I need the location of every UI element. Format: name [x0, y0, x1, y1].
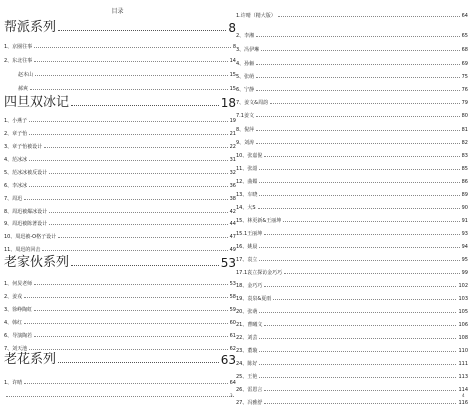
toc-label: 郝爽 — [18, 86, 29, 92]
toc-label: 19、袁泉&夏雨 — [236, 296, 272, 302]
toc-entry[interactable] — [4, 70, 236, 78]
toc-label: 9、周迅被陈著设计 — [4, 221, 48, 227]
toc-label: 11、张韶 — [236, 166, 258, 172]
toc-label: 5、范冰冰被反设计 — [4, 170, 48, 176]
dot-leader — [29, 160, 227, 161]
toc-label: 17.1袁立探访金巧巧 — [236, 270, 283, 276]
toc-entry[interactable] — [4, 292, 236, 300]
toc-label: 1、何炅老师 — [4, 281, 33, 287]
dot-leader — [259, 364, 456, 365]
dot-leader — [258, 208, 460, 209]
toc-page-number: 47 — [229, 234, 236, 240]
toc-label: 3、冯伊琳 — [236, 47, 260, 53]
dot-leader — [264, 390, 456, 391]
toc-entry[interactable] — [236, 31, 468, 39]
toc-entry[interactable] — [236, 242, 468, 250]
toc-label: 1、小燕子 — [4, 118, 28, 124]
toc-entry[interactable] — [4, 42, 236, 50]
toc-entry[interactable] — [4, 155, 236, 163]
dot-leader — [24, 199, 227, 200]
toc-page-number: 65 — [461, 33, 468, 39]
dot-leader — [71, 105, 219, 106]
dot-leader — [259, 312, 456, 313]
toc-page-number: 42 — [229, 209, 236, 215]
dot-leader — [44, 147, 227, 148]
dot-leader — [49, 173, 227, 174]
toc-label: 11、周迅的回击 — [4, 247, 41, 253]
toc-label: 16、姚晨 — [236, 244, 258, 250]
dot-leader — [34, 47, 231, 48]
toc-entry[interactable] — [4, 391, 236, 399]
toc-entry[interactable] — [236, 307, 468, 315]
toc-page-number: 108 — [458, 335, 468, 341]
toc-entry[interactable] — [236, 72, 468, 80]
toc-label: 6、李冰冰 — [4, 183, 28, 189]
toc-label: 3、章子怡被设计 — [4, 144, 43, 150]
toc-page-number: 111 — [458, 361, 468, 367]
toc-page-number: 69 — [461, 61, 468, 67]
dot-leader — [42, 250, 227, 251]
toc-page-number: 68 — [461, 47, 468, 53]
toc-page-number: 86 — [461, 179, 468, 185]
toc-label: 8、倪萍 — [236, 127, 255, 133]
toc-page-number: 95 — [461, 257, 468, 263]
toc-entry[interactable] — [236, 45, 468, 53]
dot-leader — [35, 75, 228, 76]
dot-leader — [261, 50, 459, 51]
dot-leader — [256, 77, 459, 78]
toc-page-number: 63 — [220, 353, 236, 367]
toc-entry[interactable] — [236, 268, 468, 276]
toc-entry[interactable] — [4, 142, 236, 150]
toc-label: 12、曲媚 — [236, 179, 258, 185]
toc-page-number: 116 — [458, 400, 468, 406]
toc-page-number: 8 — [228, 21, 236, 35]
dot-leader — [256, 143, 459, 144]
dot-leader — [24, 323, 227, 324]
toc-label: 3、徐峥陶虹 — [4, 307, 33, 313]
toc-page-number: 93 — [461, 231, 468, 237]
dot-leader — [273, 299, 456, 300]
dot-leader — [256, 90, 459, 91]
dot-leader — [24, 383, 227, 384]
toc-label: 老家伙系列 — [4, 255, 70, 270]
toc-label: 24、陈好 — [236, 361, 258, 367]
dot-leader — [49, 212, 227, 213]
toc-page-number: 76 — [461, 87, 468, 93]
dot-leader — [256, 36, 459, 37]
dot-leader — [259, 260, 459, 261]
dot-leader — [71, 265, 219, 266]
toc-page-number: 62 — [229, 346, 236, 352]
toc-entry[interactable] — [4, 116, 236, 124]
dot-leader — [264, 325, 456, 326]
dot-leader — [49, 224, 227, 225]
toc-label: 7.1姜文 — [236, 113, 254, 119]
dot-leader — [58, 237, 228, 238]
toc-label: 27、冯雅舒 — [236, 400, 263, 406]
toc-label: 2、姜戎 — [4, 294, 23, 300]
toc-label: 26、雷恩言 — [236, 387, 263, 393]
toc-entry[interactable] — [236, 398, 468, 406]
toc-page-number: 64 — [461, 13, 468, 19]
toc-label: 14、大S — [236, 205, 256, 211]
toc-label: 23、董璇 — [236, 348, 258, 354]
dot-leader — [259, 377, 456, 378]
toc-page-number: 75 — [461, 74, 468, 80]
toc-page-number: 113 — [458, 374, 468, 380]
toc-page-number: 102 — [458, 283, 468, 289]
toc-entry[interactable] — [236, 164, 468, 172]
toc-heading[interactable] — [4, 351, 236, 367]
toc-entry[interactable] — [4, 331, 236, 339]
toc-heading[interactable] — [236, 11, 468, 19]
toc-entry[interactable] — [4, 181, 236, 189]
toc-heading[interactable] — [4, 19, 236, 35]
toc-page-number: 79 — [461, 100, 468, 106]
toc-page-number: 94 — [461, 244, 468, 250]
toc-label: 4、范冰冰 — [4, 157, 28, 163]
toc-page-number: 59 — [229, 307, 236, 313]
dot-leader — [284, 273, 459, 274]
toc-page-number: 44 — [229, 221, 236, 227]
toc-page-number: 80 — [461, 113, 468, 119]
toc-entry[interactable] — [236, 229, 468, 237]
dot-leader — [30, 89, 228, 90]
toc-entry[interactable] — [236, 138, 468, 146]
toc-entry[interactable] — [236, 85, 468, 93]
toc-label: 四旦双冰记 — [4, 95, 70, 110]
toc-entry[interactable] — [4, 378, 236, 386]
toc-entry[interactable] — [4, 232, 236, 240]
toc-page-number: 85 — [461, 166, 468, 172]
dot-leader — [259, 351, 456, 352]
page-title: 目录 — [111, 8, 124, 15]
toc-entry[interactable] — [4, 194, 236, 202]
toc-page-number: 53 — [229, 281, 236, 287]
dot-leader — [58, 30, 226, 31]
toc-entry[interactable] — [4, 305, 236, 313]
toc-label: 22、刘芸 — [236, 335, 258, 341]
toc-label: 6、宁静 — [236, 87, 255, 93]
toc-page-number: 106 — [458, 322, 468, 328]
toc-page-number: 89 — [461, 192, 468, 198]
toc-label: 9、刘涛 — [236, 140, 255, 146]
dot-leader — [24, 297, 227, 298]
toc-label: 4、孙俪 — [236, 61, 255, 67]
dot-leader — [256, 64, 459, 65]
toc-label: 赵本山 — [18, 72, 34, 78]
toc-label: 6、导演陶若 — [4, 333, 33, 339]
dot-leader — [256, 130, 459, 131]
toc-label: 2、东北往事 — [4, 58, 33, 64]
toc-page-number: 90 — [461, 205, 468, 211]
page-number-right: 4 — [462, 393, 465, 398]
toc-entry[interactable] — [4, 84, 236, 92]
toc-entry[interactable] — [236, 111, 468, 119]
toc-page-number: 15 — [229, 86, 236, 92]
toc-entry[interactable] — [236, 177, 468, 185]
toc-page-number: 38 — [229, 196, 236, 202]
dot-leader — [264, 403, 456, 404]
toc-label: 1、许晴 — [4, 380, 23, 386]
dot-leader — [259, 195, 459, 196]
toc-page-number: 19 — [229, 118, 236, 124]
toc-label: 7、姜文&周韵 — [236, 100, 269, 106]
toc-entry[interactable] — [4, 279, 236, 287]
toc-label: 25、王艳 — [236, 374, 258, 380]
dot-leader — [259, 182, 459, 183]
toc-label: 10、周迅被-O格子设计 — [4, 234, 57, 240]
dot-leader — [29, 134, 227, 135]
dot-leader — [34, 284, 227, 285]
dot-leader — [264, 156, 459, 157]
dot-leader — [270, 103, 460, 104]
toc-page-number: 8 — [232, 44, 236, 50]
toc-label: 4、韩红 — [4, 320, 23, 326]
dot-leader — [259, 338, 456, 339]
dot-leader — [34, 336, 227, 337]
toc-entry[interactable] — [236, 125, 468, 133]
toc-label: 5、张萌 — [236, 74, 255, 80]
toc-label: 21、曹曦文 — [236, 322, 263, 328]
toc-label: 20、张萌 — [236, 309, 258, 315]
dot-leader — [264, 234, 459, 235]
toc-page-number: 81 — [461, 127, 468, 133]
toc-entry[interactable] — [236, 255, 468, 263]
toc-entry[interactable] — [236, 385, 468, 393]
toc-entry[interactable] — [4, 168, 236, 176]
toc-entry[interactable] — [236, 333, 468, 341]
toc-page-number: 21 — [229, 131, 236, 137]
toc-entry[interactable] — [4, 129, 236, 137]
toc-label: 8、周迅被爆冰设计 — [4, 209, 48, 215]
toc-label: 15、林更新&王丽坤 — [236, 218, 282, 224]
toc-label: 18、金巧巧 — [236, 283, 263, 289]
toc-entry[interactable] — [236, 151, 468, 159]
toc-page-number: 99 — [461, 270, 468, 276]
dot-leader — [278, 16, 460, 17]
toc-entry[interactable] — [236, 346, 468, 354]
toc-page-number: 32 — [229, 170, 236, 176]
toc-entry[interactable] — [4, 56, 236, 64]
toc-heading[interactable] — [4, 254, 236, 270]
toc-page-number: 36 — [229, 183, 236, 189]
toc-page-number: 15 — [229, 72, 236, 78]
toc-right-column — [236, 0, 468, 406]
dot-leader — [264, 286, 456, 287]
toc-page-number: 83 — [461, 153, 468, 159]
toc-label: 2、章子怡 — [4, 131, 28, 137]
toc-entry[interactable] — [4, 245, 236, 253]
toc-entry[interactable] — [236, 372, 468, 380]
toc-entry[interactable] — [236, 216, 468, 224]
toc-left-column — [4, 0, 236, 400]
toc-page-number: 60 — [229, 320, 236, 326]
toc-page-number: 49 — [229, 247, 236, 253]
toc-page-number: 82 — [461, 140, 468, 146]
toc-label: 帮派系列 — [4, 20, 57, 35]
toc-label: 13、车晓 — [236, 192, 258, 198]
toc-page-number: 110 — [458, 348, 468, 354]
toc-page-number: 61 — [229, 333, 236, 339]
dot-leader — [256, 116, 460, 117]
toc-page-number: 53 — [220, 256, 236, 270]
toc-entry[interactable] — [236, 190, 468, 198]
toc-label: 7、刘天池 — [4, 346, 28, 352]
toc-page-number: 64 — [229, 380, 236, 386]
dot-leader — [259, 169, 459, 170]
toc-entry[interactable] — [4, 219, 236, 227]
dot-leader — [29, 121, 227, 122]
dot-leader — [283, 221, 459, 222]
dot-leader — [6, 396, 234, 397]
toc-label: 老花系列 — [4, 352, 57, 367]
page-number-left: 3 — [230, 393, 233, 398]
toc-page-number: 18 — [220, 96, 236, 110]
toc-label: 1、京圈往事 — [4, 44, 33, 50]
dot-leader — [29, 186, 227, 187]
dot-leader — [58, 362, 219, 363]
toc-page-number: 105 — [458, 309, 468, 315]
toc-page-number: 31 — [229, 157, 236, 163]
toc-page-number: 114 — [458, 387, 468, 393]
toc-entry[interactable] — [4, 207, 236, 215]
toc-page-number: 58 — [229, 294, 236, 300]
toc-page-number: 14 — [229, 58, 236, 64]
toc-entry[interactable] — [236, 203, 468, 211]
toc-label: 17、袁立 — [236, 257, 258, 263]
dot-leader — [29, 349, 227, 350]
toc-label: 2、李湘 — [236, 33, 255, 39]
dot-leader — [34, 61, 227, 62]
toc-entry[interactable] — [236, 59, 468, 67]
toc-heading[interactable] — [4, 94, 236, 110]
toc-label: 15.1王丽坤 — [236, 231, 263, 237]
toc-entry[interactable] — [236, 320, 468, 328]
toc-entry[interactable] — [4, 318, 236, 326]
toc-label: 1.许晴（精大版） — [236, 13, 276, 19]
toc-entry[interactable] — [236, 294, 468, 302]
dot-leader — [259, 247, 459, 248]
toc-page-number: 91 — [461, 218, 468, 224]
toc-entry[interactable] — [236, 359, 468, 367]
toc-label: 7、周迅 — [4, 196, 23, 202]
toc-label: 10、张嘉倪 — [236, 153, 263, 159]
toc-entry[interactable] — [236, 98, 468, 106]
toc-entry[interactable] — [236, 281, 468, 289]
toc-page-number: 22 — [229, 144, 236, 150]
toc-page-number: 103 — [458, 296, 468, 302]
dot-leader — [34, 310, 227, 311]
